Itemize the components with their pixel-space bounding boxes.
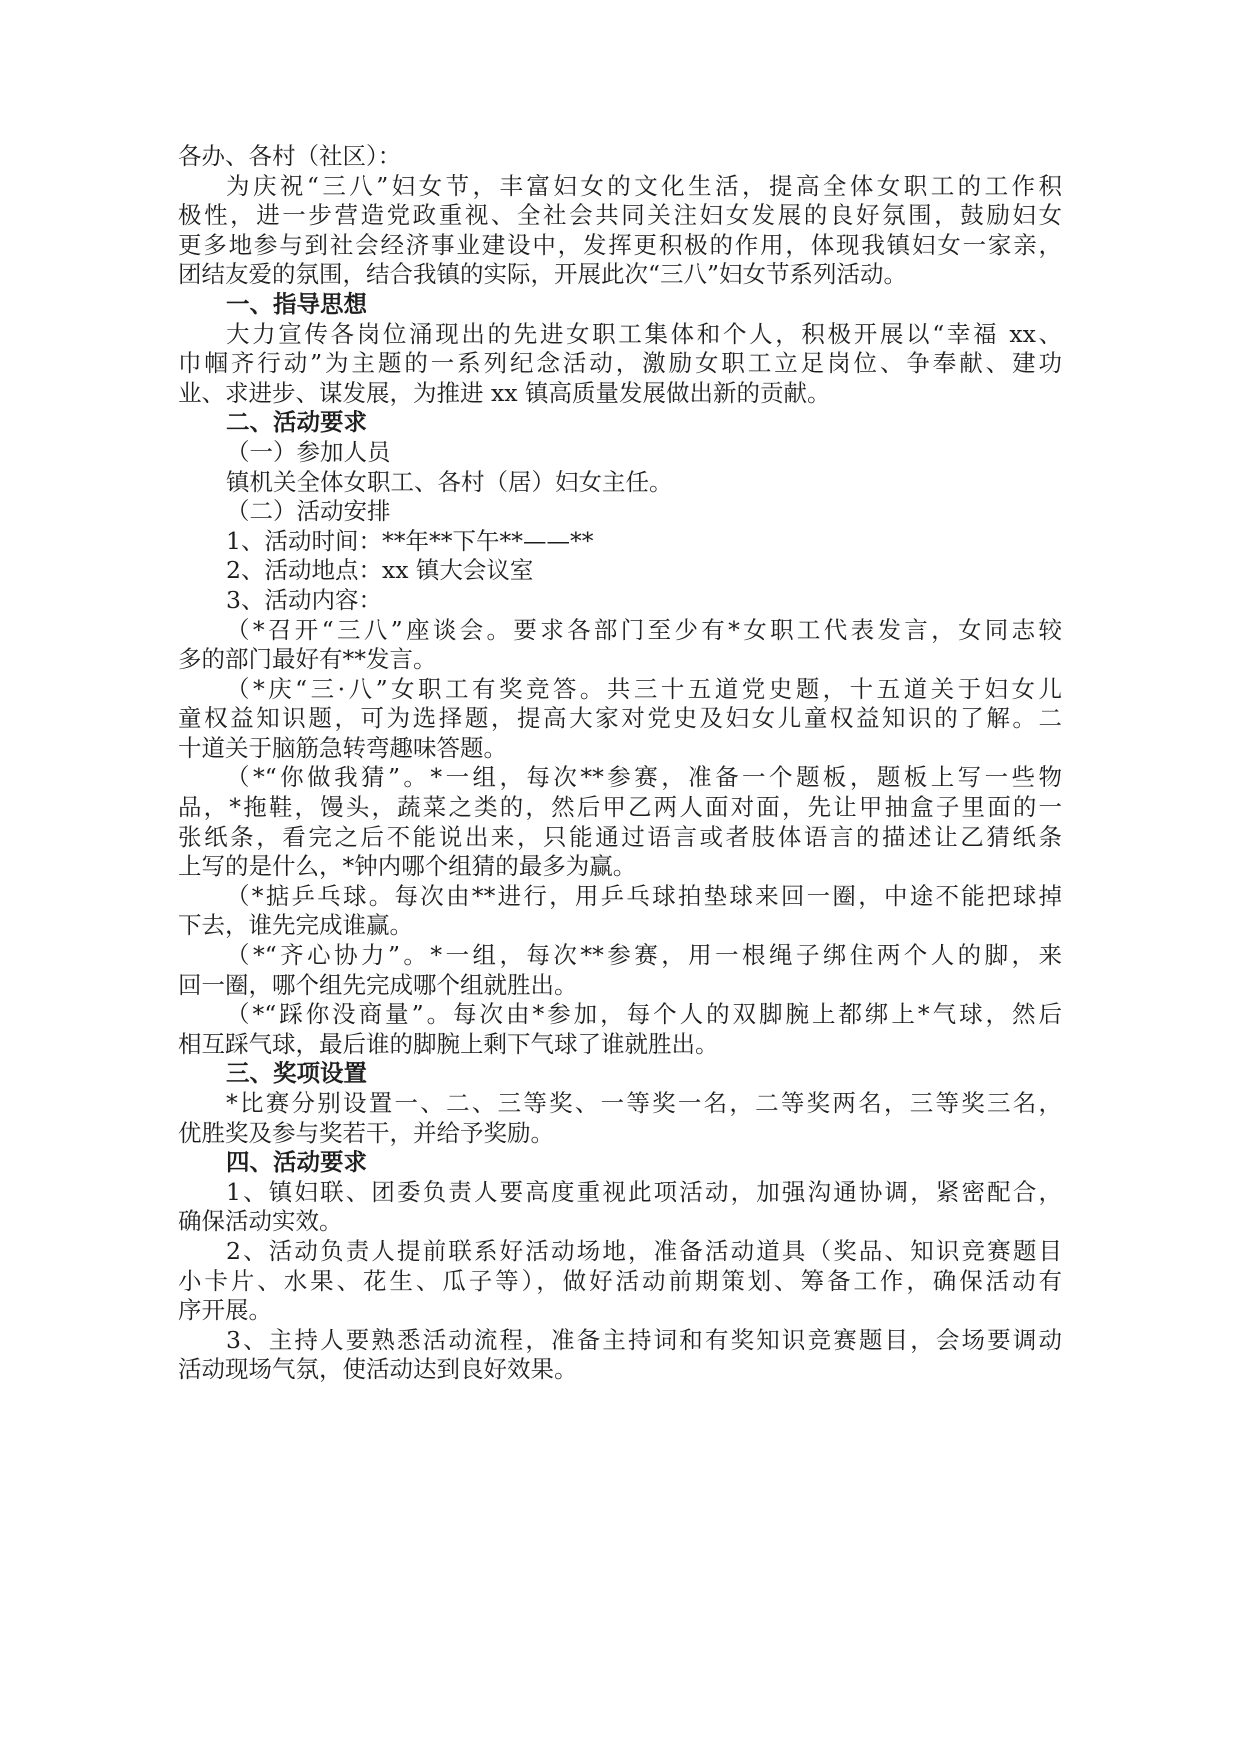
text-line: 业、求进步、谋发展，为推进 xx 镇高质量发展做出新的贡献。 (178, 378, 831, 407)
paragraph (178, 616, 1062, 675)
text-line: （*“踩你没商量”。每次由*参加，每个人的双脚腕上都绑上*气球，然后 (226, 1000, 1062, 1029)
paragraph (178, 675, 1062, 764)
document-body (178, 142, 1062, 1385)
paragraph (178, 1178, 1062, 1237)
text-line: 回一圈，哪个组先完成哪个组就胜出。 (178, 970, 578, 999)
paragraph (178, 941, 1062, 1000)
text-line: 多的部门最好有**发言。 (178, 645, 437, 674)
text-line: （*庆“三·八”女职工有奖竞答。共三十五道党史题，十五道关于妇女儿 (226, 674, 1062, 703)
text-line: （*“齐心协力”。*一组，每次**参赛，用一根绳子绑住两个人的脚，来 (226, 941, 1062, 970)
text-line: 巾帼齐行动”为主题的一系列纪念活动，激励女职工立足岗位、争奉献、建功 (178, 349, 1062, 378)
text-line: 2、活动负责人提前联系好活动场地，准备活动道具（奖品、知识竞赛题目 (226, 1236, 1062, 1265)
section-heading (178, 1148, 1062, 1178)
text-line: 活动现场气氛，使活动达到良好效果。 (178, 1355, 578, 1384)
text-line: 一、指导思想 (226, 289, 367, 318)
text-line: 优胜奖及参与奖若干，并给予奖励。 (178, 1118, 554, 1147)
paragraph (178, 556, 1062, 586)
text-line: 团结友爱的氛围，结合我镇的实际，开展此次“三八”妇女节系列活动。 (178, 260, 908, 289)
paragraph (178, 497, 1062, 527)
text-line: 1、镇妇联、团委负责人要高度重视此项活动，加强沟通协调，紧密配合， (226, 1177, 1062, 1206)
paragraph (178, 172, 1062, 290)
text-line: （*“你做我猜”。*一组，每次**参赛，准备一个题板，题板上写一些物 (226, 763, 1062, 792)
text-line: （*召开“三八”座谈会。要求各部门至少有*女职工代表发言，女同志较 (226, 615, 1062, 644)
text-line: 确保活动实效。 (178, 1207, 343, 1236)
text-line: 童权益知识题，可为选择题，提高大家对党史及妇女儿童权益知识的了解。二 (178, 704, 1062, 733)
paragraph (178, 1089, 1062, 1148)
paragraph (178, 1237, 1062, 1326)
text-line: 极性，进一步营造党政重视、全社会共同关注妇女发展的良好氛围，鼓励妇女 (178, 201, 1062, 230)
section-heading (178, 408, 1062, 438)
text-line: 3、活动内容： (226, 585, 382, 614)
text-line: 大力宣传各岗位涌现出的先进女职工集体和个人，积极开展以“幸福 xx、 (226, 319, 1062, 348)
text-line: 更多地参与到社会经济事业建设中，发挥更积极的作用，体现我镇妇女一家亲， (178, 230, 1062, 259)
text-line: 序开展。 (178, 1296, 272, 1325)
paragraph (178, 1326, 1062, 1385)
section-heading (178, 290, 1062, 320)
text-line: （一）参加人员 (226, 437, 391, 466)
text-line: 小卡片、水果、花生、瓜子等），做好活动前期策划、筹备工作，确保活动有 (178, 1266, 1062, 1295)
text-line: 2、活动地点：xx 镇大会议室 (226, 556, 534, 585)
paragraph (178, 320, 1062, 409)
text-line: 十道关于脑筋急转弯趣味答题。 (178, 733, 507, 762)
paragraph (178, 586, 1062, 616)
text-line: 3、主持人要熟悉活动流程，准备主持词和有奖知识竞赛题目，会场要调动 (226, 1325, 1062, 1354)
text-line: （二）活动安排 (226, 497, 391, 526)
text-line: 镇机关全体女职工、各村（居）妇女主任。 (226, 467, 673, 496)
text-line: 三、奖项设置 (226, 1059, 367, 1088)
paragraph (178, 527, 1062, 557)
text-line: 二、活动要求 (226, 408, 367, 437)
text-line: （*掂乒乓球。每次由**进行，用乒乓球拍垫球来回一圈，中途不能把球掉 (226, 881, 1062, 910)
paragraph (178, 882, 1062, 941)
text-line: 为庆祝“三八”妇女节，丰富妇女的文化生活，提高全体女职工的工作积 (226, 171, 1062, 200)
text-line: 下去，谁先完成谁赢。 (178, 911, 413, 940)
paragraph (178, 438, 1062, 468)
paragraph (178, 468, 1062, 498)
text-line: 1、活动时间：**年**下午**——** (226, 526, 594, 555)
paragraph (178, 142, 1062, 172)
text-line: 四、活动要求 (226, 1148, 367, 1177)
section-heading (178, 1059, 1062, 1089)
text-line: *比赛分别设置一、二、三等奖、一等奖一名，二等奖两名，三等奖三名， (226, 1089, 1062, 1117)
text-line: 相互踩气球，最后谁的脚腕上剩下气球了谁就胜出。 (178, 1029, 719, 1058)
text-line: 各办、各村（社区）： (178, 142, 402, 170)
text-line: 品，*拖鞋，馒头，蔬菜之类的，然后甲乙两人面对面，先让甲抽盒子里面的一 (178, 793, 1062, 822)
text-line: 张纸条，看完之后不能说出来，只能通过语言或者肢体语言的描述让乙猜纸条 (178, 822, 1062, 851)
text-line: 上写的是什么，*钟内哪个组猜的最多为赢。 (178, 852, 637, 881)
paragraph (178, 763, 1062, 881)
paragraph (178, 1000, 1062, 1059)
